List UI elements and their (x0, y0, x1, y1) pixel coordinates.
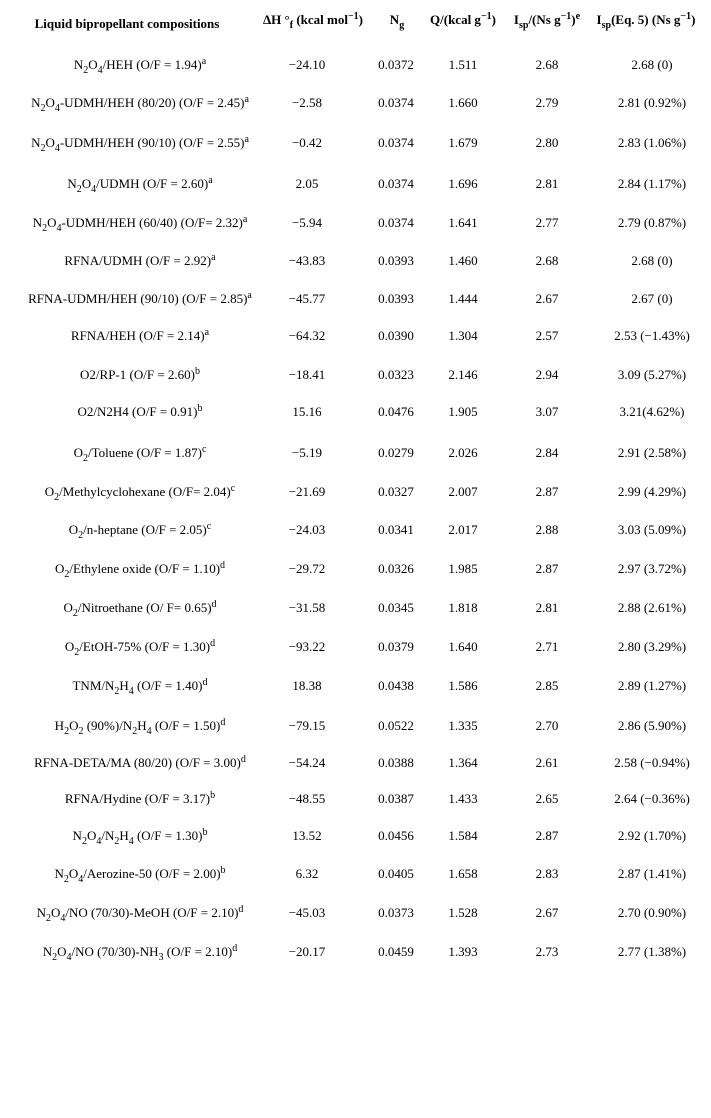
isp-eq5-cell: 2.67 (0) (631, 291, 673, 306)
isp-eq5-cell: 3.21(4.62%) (619, 404, 685, 419)
footnote-mark: b (220, 865, 226, 876)
composition-cell (42, 943, 238, 963)
enthalpy-cell: −0.42 (291, 135, 323, 150)
footnote-mark: a (201, 56, 207, 67)
isp-cell: 2.87 (535, 484, 559, 499)
composition-name: O2/RP-1 (O/F = 2.60) (80, 367, 195, 382)
footnote-mark: d (202, 677, 208, 688)
enthalpy-cell: 13.52 (292, 828, 322, 843)
ng-cell: 0.0393 (378, 253, 414, 268)
composition-cell (71, 328, 209, 344)
q-cell: 1.640 (448, 639, 478, 654)
enthalpy-cell: −18.41 (288, 367, 326, 382)
footnote-mark: a (247, 290, 252, 301)
ng-cell: 0.0345 (378, 600, 414, 615)
isp-cell: 2.68 (535, 253, 559, 268)
q-cell: 1.433 (448, 791, 478, 806)
footnote-mark: b (197, 403, 203, 414)
composition-name: $O_2$/Methylcyclohexane (O/F= 2.04) (44, 484, 231, 503)
composition-cell (73, 444, 207, 464)
isp-eq5-cell: 2.80 (3.29%) (617, 639, 687, 654)
composition-cell (72, 827, 208, 847)
composition-cell (73, 56, 207, 76)
ng-cell: 0.0373 (378, 905, 414, 920)
composition-name: $N_2O_4/N_2H_4$ (O/F = 1.30) (72, 828, 203, 847)
footnote-mark: a (244, 94, 249, 105)
footnote-mark: b (202, 827, 208, 838)
enthalpy-cell: 15.16 (292, 404, 322, 419)
enthalpy-cell: 18.38 (292, 678, 322, 693)
q-cell: 1.335 (448, 718, 478, 733)
enthalpy-cell: −45.77 (288, 291, 326, 306)
composition-name: $O_2/EtOH-75\%$ (O/F = 1.30) (64, 639, 211, 658)
footnote-mark: a (204, 327, 210, 338)
ng-cell: 0.0372 (378, 57, 414, 72)
isp-eq5-cell: 2.64 (−0.36%) (614, 791, 690, 806)
isp-eq5-cell: 2.58 (−0.94%) (614, 755, 690, 770)
isp-cell: 2.79 (535, 95, 559, 110)
ng-cell: 0.0326 (378, 561, 414, 576)
footnote-mark: b (194, 366, 200, 377)
footnote-mark: d (232, 943, 238, 954)
isp-eq5-cell: 2.88 (2.61%) (617, 600, 687, 615)
enthalpy-cell: −43.83 (288, 253, 326, 268)
composition-cell (80, 367, 200, 383)
enthalpy-cell: −79.15 (288, 718, 326, 733)
footnote-mark: d (238, 904, 244, 915)
ng-cell: 0.0327 (378, 484, 414, 499)
q-cell: 2.146 (448, 367, 478, 382)
composition-cell (54, 717, 226, 737)
composition-cell (78, 404, 203, 420)
isp-eq5-cell: 2.70 (0.90%) (617, 905, 687, 920)
composition-name: TNM/$N_2H_4$ (O/F = 1.40) (72, 678, 203, 697)
isp-cell: 2.85 (535, 678, 559, 693)
ng-cell: 0.0393 (378, 291, 414, 306)
footnote-mark: c (230, 483, 236, 494)
footnote-mark: c (201, 444, 207, 455)
enthalpy-cell: 2.05 (295, 176, 319, 191)
composition-name: $N_2O_4$/UDMH (O/F = 2.60) (67, 176, 209, 195)
header-isp-eq5: $I_{sp}(Eq$. 5) (Ns $g^{-1}$) (596, 11, 696, 31)
footnote-mark: a (244, 134, 249, 145)
ng-cell: 0.0374 (378, 176, 414, 191)
isp-cell: 2.94 (535, 367, 559, 382)
isp-eq5-cell: 2.97 (3.72%) (617, 561, 687, 576)
enthalpy-cell: −5.94 (291, 215, 323, 230)
q-cell: 1.658 (448, 866, 478, 881)
enthalpy-cell: −29.72 (288, 561, 326, 576)
header-composition: Liquid bipropellant compositions (34, 16, 220, 31)
enthalpy-cell: −93.22 (288, 639, 326, 654)
q-cell: 1.641 (448, 215, 478, 230)
ng-cell: 0.0379 (378, 639, 414, 654)
composition-cell (54, 865, 226, 885)
q-cell: 1.696 (448, 176, 478, 191)
composition-cell (64, 638, 216, 658)
isp-cell: 2.88 (535, 522, 559, 537)
composition-name: $N_2O_4/NO$ (70/30)-MeOH (O/F = 2.10) (36, 905, 239, 924)
q-cell: 1.444 (448, 291, 478, 306)
enthalpy-cell: 6.32 (295, 866, 319, 881)
isp-cell: 2.81 (535, 600, 559, 615)
footnote-mark: c (206, 521, 212, 532)
composition-cell (65, 791, 215, 807)
ng-cell: 0.0388 (378, 755, 414, 770)
isp-cell: 2.65 (535, 791, 559, 806)
composition-name: RFNA-DETA/MA (80/20) (O/F = 3.00) (34, 755, 241, 770)
q-cell: 1.586 (448, 678, 478, 693)
enthalpy-cell: −54.24 (288, 755, 326, 770)
composition-name: $H_2O_2$ $(90\%)/N_2H_4$ (O/F = 1.50) (54, 718, 221, 737)
ng-cell: 0.0390 (378, 328, 414, 343)
enthalpy-cell: −2.58 (291, 95, 323, 110)
q-cell: 1.460 (448, 253, 478, 268)
isp-eq5-cell: 2.87 (1.41%) (617, 866, 687, 881)
isp-cell: 2.73 (535, 944, 559, 959)
composition-cell (32, 214, 248, 234)
enthalpy-cell: −21.69 (288, 484, 326, 499)
ng-cell: 0.0456 (378, 828, 414, 843)
q-cell: 2.026 (448, 445, 478, 460)
enthalpy-cell: −24.10 (288, 57, 326, 72)
composition-name: O2/N2H4 (O/F = 0.91) (77, 404, 198, 419)
isp-eq5-cell: 2.68 (0) (631, 57, 673, 72)
isp-cell: 3.07 (535, 404, 559, 419)
isp-cell: 2.61 (535, 755, 559, 770)
composition-cell (68, 521, 212, 541)
ng-cell: 0.0438 (378, 678, 414, 693)
isp-eq5-cell: 2.77 (1.38%) (617, 944, 687, 959)
header-ng: $N_g$ (389, 12, 405, 31)
isp-cell: 2.87 (535, 561, 559, 576)
footnote-mark: d (240, 754, 246, 765)
footnote-mark: d (220, 717, 226, 728)
ng-cell: 0.0405 (378, 866, 414, 881)
header-enthalpy: ΔH $^\circ_f$ (kcal mol$^{-1}$) (263, 11, 363, 31)
q-cell: 1.679 (448, 135, 478, 150)
ng-cell: 0.0459 (378, 944, 414, 959)
q-cell: 1.511 (448, 57, 478, 72)
composition-name: $O_2$/Ethylene oxide (O/F = 1.10) (54, 561, 221, 580)
composition-name: RFNA/Hydine (O/F = 3.17) (64, 791, 211, 806)
footnote-mark: b (210, 790, 216, 801)
ng-cell: 0.0374 (378, 95, 414, 110)
isp-cell: 2.67 (535, 291, 559, 306)
isp-eq5-cell: 2.99 (4.29%) (617, 484, 687, 499)
isp-cell: 2.77 (535, 215, 559, 230)
composition-name: RFNA-UDMH/HEH (90/10) (O/F = 2.85) (28, 291, 248, 306)
composition-cell (34, 755, 246, 771)
footnote-mark: a (242, 214, 248, 225)
composition-cell (44, 483, 236, 503)
isp-eq5-cell: 2.86 (5.90%) (617, 718, 687, 733)
enthalpy-cell: −48.55 (288, 791, 326, 806)
isp-eq5-cell: 2.79 (0.87%) (617, 215, 687, 230)
q-cell: 1.905 (448, 404, 478, 419)
footnote-mark: d (220, 560, 226, 571)
isp-cell: 2.83 (535, 866, 559, 881)
ng-cell: 0.0341 (378, 522, 414, 537)
isp-cell: 2.87 (535, 828, 559, 843)
composition-cell (63, 599, 217, 619)
composition-name: $N_2O_4-UDMH$/HEH (90/10) (O/F = 2.55) (31, 135, 245, 154)
composition-name: $N_2O_4-UDMH$/HEH (80/20) (O/F = 2.45) (31, 95, 245, 114)
ng-cell: 0.0476 (378, 404, 414, 419)
composition-name: $O_2$/Nitroethane (O/ F= 0.65) (63, 600, 212, 619)
isp-cell: 2.67 (535, 905, 559, 920)
ng-cell: 0.0522 (378, 718, 414, 733)
ng-cell: 0.0387 (378, 791, 414, 806)
composition-cell (64, 253, 215, 269)
isp-cell: 2.57 (535, 328, 559, 343)
isp-eq5-cell: 2.89 (1.27%) (617, 678, 687, 693)
isp-eq5-cell: 2.81 (0.92%) (617, 95, 687, 110)
isp-eq5-cell: 2.92 (1.70%) (617, 828, 687, 843)
q-cell: 1.985 (448, 561, 478, 576)
isp-eq5-cell: 3.03 (5.09%) (617, 522, 687, 537)
isp-cell: 2.81 (535, 176, 559, 191)
q-cell: 1.660 (448, 95, 478, 110)
enthalpy-cell: −31.58 (288, 600, 326, 615)
ng-cell: 0.0374 (378, 215, 414, 230)
ng-cell: 0.0374 (378, 135, 414, 150)
isp-eq5-cell: 2.84 (1.17%) (617, 176, 687, 191)
composition-name: RFNA/UDMH (O/F = 2.92) (64, 253, 212, 268)
footnote-mark: d (211, 599, 217, 610)
composition-name: $O_2$/Toluene (O/F = 1.87) (73, 445, 202, 464)
header-q: Q/(kcal $g^{-1}$) (430, 11, 496, 27)
composition-cell (28, 291, 252, 307)
ng-cell: 0.0279 (378, 445, 414, 460)
q-cell: 1.304 (448, 328, 478, 343)
enthalpy-cell: −5.19 (291, 445, 323, 460)
composition-cell (36, 904, 244, 924)
composition-name: $N_2O_4/Aerozine-50$ (O/F = 2.00) (54, 866, 221, 885)
q-cell: 1.818 (448, 600, 478, 615)
enthalpy-cell: −20.17 (288, 944, 326, 959)
isp-cell: 2.68 (535, 57, 559, 72)
q-cell: 2.017 (448, 522, 478, 537)
isp-eq5-cell: 2.83 (1.06%) (617, 135, 687, 150)
isp-cell: 2.80 (535, 135, 559, 150)
footnote-mark: a (211, 252, 216, 263)
q-cell: 1.584 (448, 828, 478, 843)
header-isp: $I_{sp}/(Ns$ $g^{-1})^e$ (513, 11, 581, 31)
q-cell: 1.393 (448, 944, 478, 959)
ng-cell: 0.0323 (378, 367, 414, 382)
q-cell: 2.007 (448, 484, 478, 499)
isp-eq5-cell: 2.53 (−1.43%) (614, 328, 690, 343)
isp-cell: 2.84 (535, 445, 559, 460)
composition-name: $N_2O_4/NO$ $(70/30)-NH_3$ (O/F = 2.10) (42, 944, 233, 963)
composition-name: $N_2O_4-UDMH$/HEH (60/40) (O/F= 2.32) (32, 215, 243, 234)
q-cell: 1.364 (448, 755, 478, 770)
isp-eq5-cell: 2.91 (2.58%) (617, 445, 687, 460)
composition-cell (31, 94, 249, 114)
composition-name: $N_2O_4$/HEH (O/F = 1.94) (73, 57, 202, 76)
q-cell: 1.528 (448, 905, 478, 920)
isp-cell: 2.71 (535, 639, 559, 654)
composition-cell (67, 175, 213, 195)
composition-name: $O_2/n$-heptane (O/F = 2.05) (68, 522, 207, 541)
isp-cell: 2.70 (535, 718, 559, 733)
composition-cell (54, 560, 226, 580)
enthalpy-cell: −64.32 (288, 328, 326, 343)
footnote-mark: d (210, 638, 216, 649)
isp-eq5-cell: 3.09 (5.27%) (617, 367, 687, 382)
enthalpy-cell: −24.03 (288, 522, 326, 537)
isp-eq5-cell: 2.68 (0) (631, 253, 673, 268)
footnote-mark: a (208, 175, 213, 186)
enthalpy-cell: −45.03 (288, 905, 326, 920)
composition-cell (72, 677, 208, 697)
composition-name: RFNA/HEH (O/F = 2.14) (70, 328, 205, 343)
composition-cell (31, 134, 249, 154)
